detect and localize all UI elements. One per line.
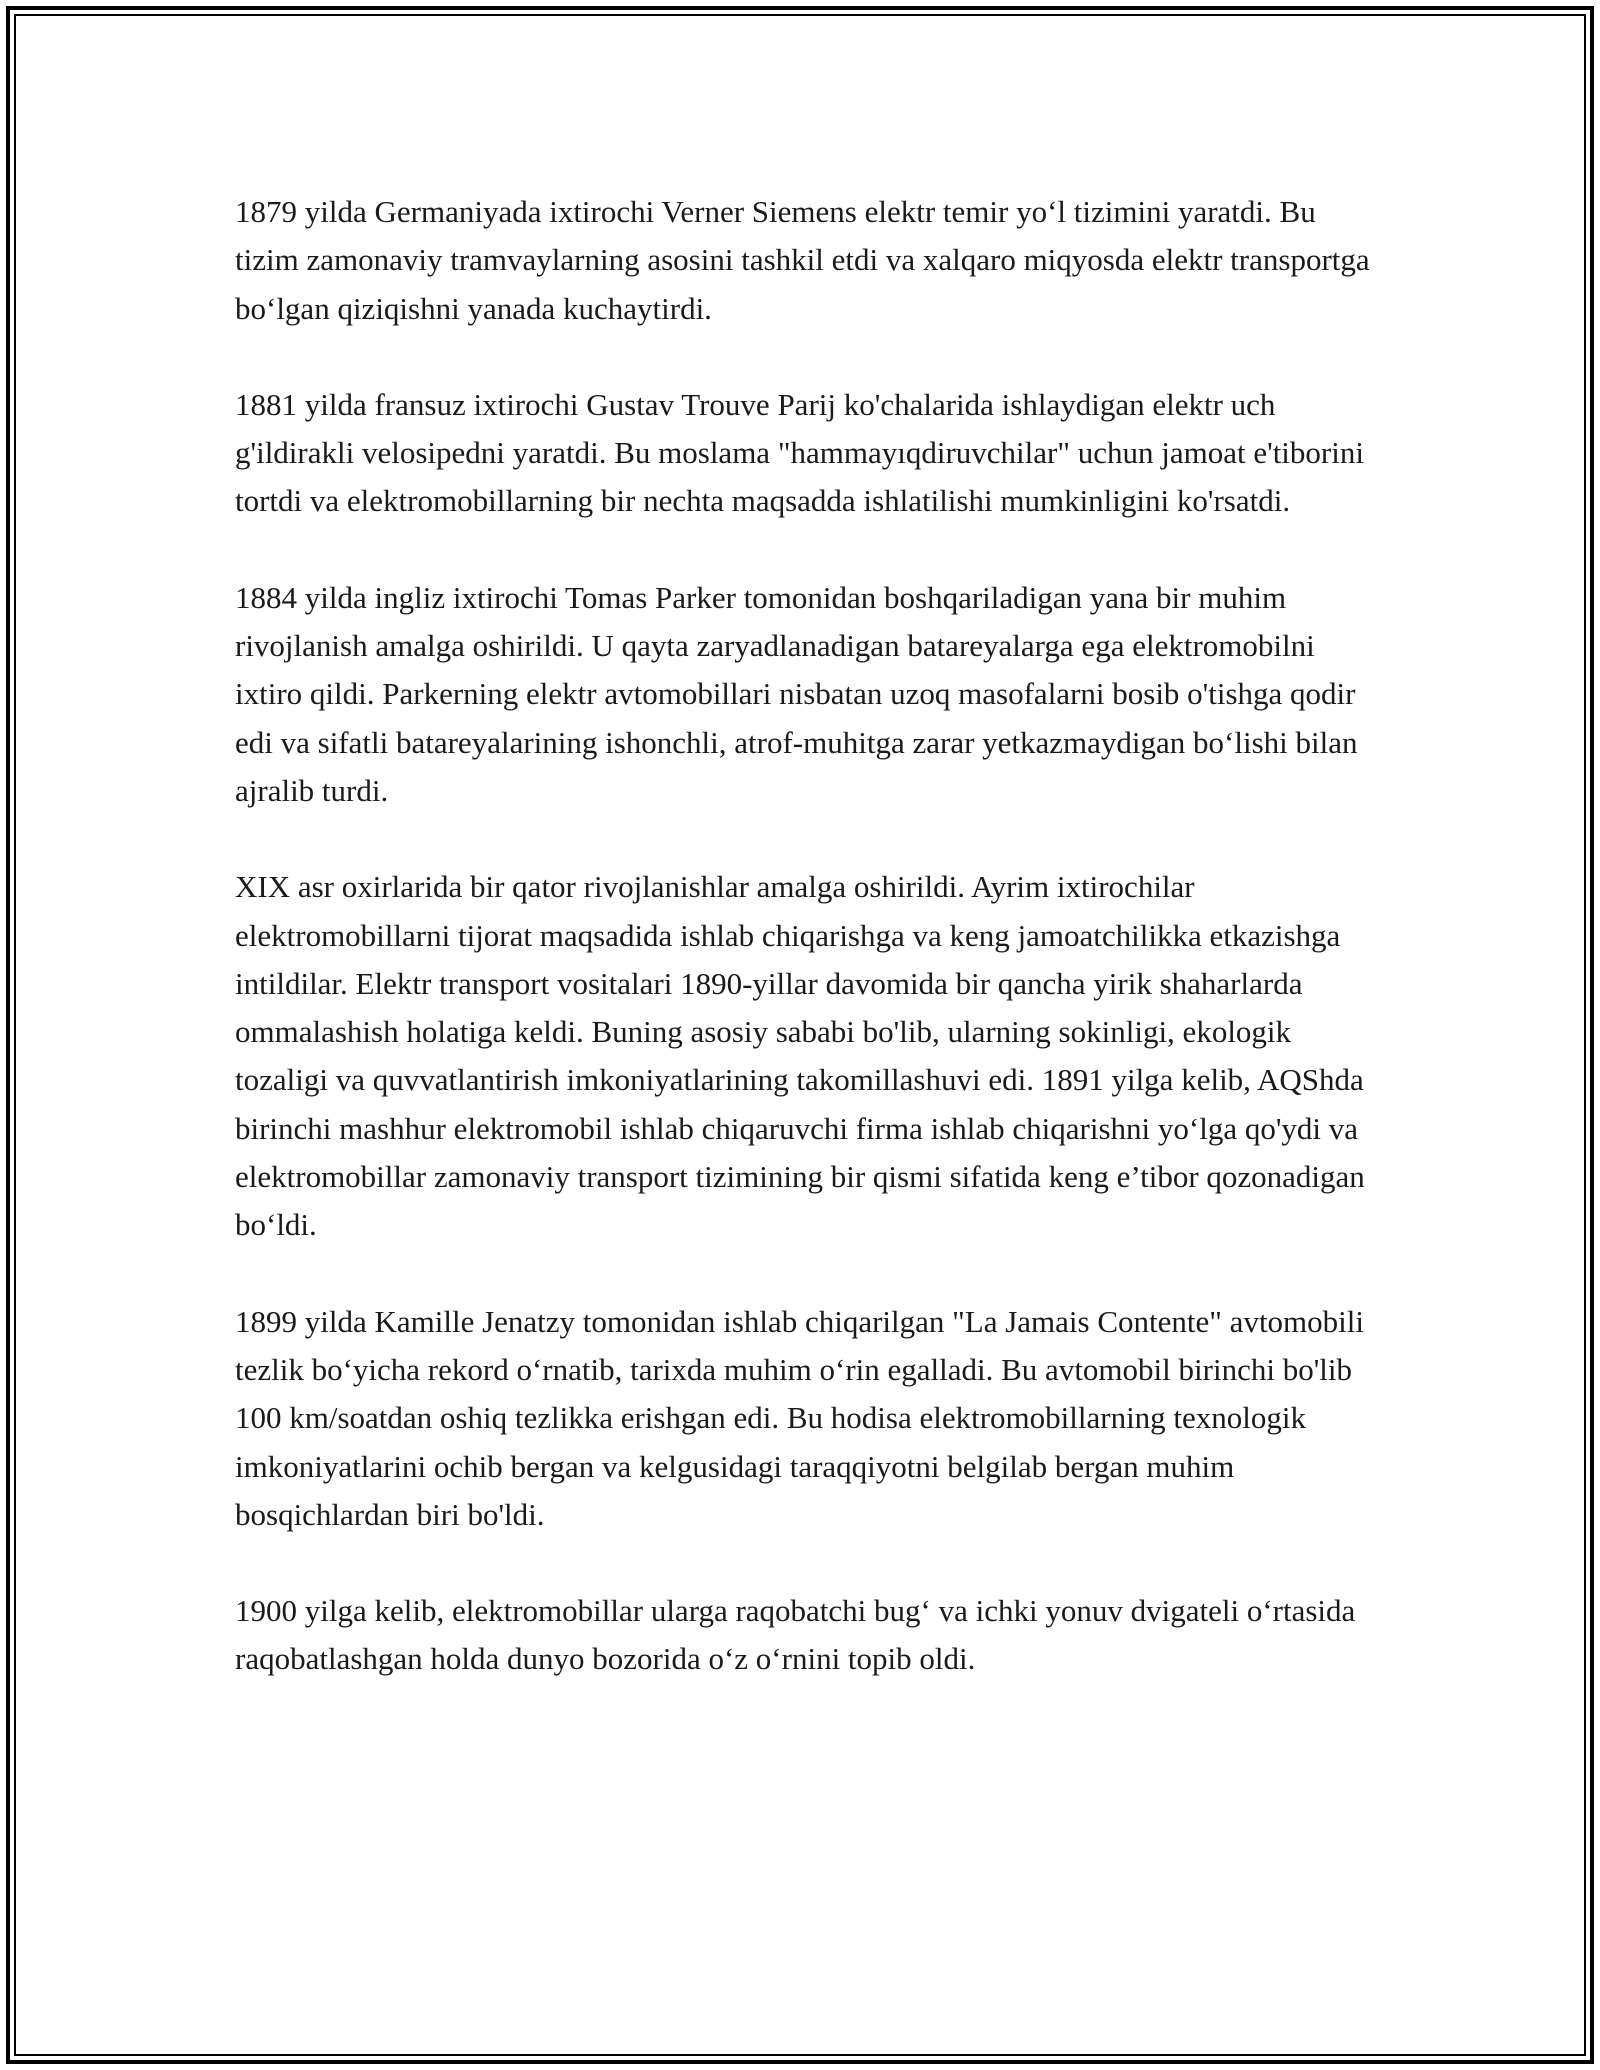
paragraph-1900: 1900 yilga kelib, elektromobillar ularga raqobatchi bug‘ va ichki yonuv dvigateli o‘rtasida raqobatlashgan holda dunyo bozorida o‘z o‘rnini topib oldi. — [235, 1593, 1356, 1677]
paragraph-1881-trouve: 1881 yilda fransuz ixtirochi Gustav Trouve Parij ko'chalarida ishlaydigan elektr uch g'ildirakli velosipedni yaratdi. Bu moslama "hammayıqdiruvchilar" uchun jamoat e'tiborini tortdi va elektromobillarning bir nechta maqsadda ishlatilishi mumkinligini ko'rsatdi. — [235, 386, 1364, 519]
paragraph-1879-siemens: 1879 yilda Germaniyada ixtirochi Verner Siemens elektr temir yo‘l tizimini yaratdi. Bu tizim zamonaviy tramvaylarning asosini tashkil etdi va xalqaro miqyosda elektr transportga bo‘lgan qiziqishni yanada kuchaytirdi. — [235, 194, 1370, 326]
document-body — [235, 188, 1375, 1684]
paragraph-1899-jenatzy: 1899 yilda Kamille Jenatzy tomonidan ishlab chiqarilgan "La Jamais Contente" avtomobili tezlik bo‘yicha rekord o‘rnatib, tarixda muhim o‘rin egalladi. Bu avtomobil birinchi bo'lib 100 km/soatdan oshiq tezlikka erishgan edi. Bu hodisa elektromobillarning texnologik imkoniyatlarini ochib bergan va kelgusidagi taraqqiyotni belgilab bergan muhim bosqichlardan biri bo'ldi. — [235, 1303, 1365, 1532]
paragraph-xix-century: XIX asr oxirlarida bir qator rivojlanishlar amalga oshirildi. Ayrim ixtirochilar elektromobillarni tijorat maqsadida ishlab chiqarishga va keng jamoatchilikka etkazishga intildilar. Elektr transport vositalari 1890-yillar davomida bir qancha yirik shaharlarda ommalashish holatiga keldi. Buning asosiy sababi bo'lib, ularning sokinligi, ekologik tozaligi va quvvatlantirish imkoniyatlarining takomillashuvi edi. 1891 yilga kelib, AQShda birinchi mashhur elektromobil ishlab chiqaruvchi firma ishlab chiqarishni yo‘lga qo'ydi va elektromobillar zamonaviy transport tizimining bir qismi sifatida keng e’tibor qozonadigan bo‘ldi. — [235, 869, 1365, 1243]
paragraph-1884-parker: 1884 yilda ingliz ixtirochi Tomas Parker tomonidan boshqariladigan yana bir muhim rivojlanish amalga oshirildi. U qayta zaryadlanadigan batareyalarga ega elektromobilni ixtiro qildi. Parkerning elektr avtomobillari nisbatan uzoq masofalarni bosib o'tishga qodir edi va sifatli batareyalarining ishonchli, atrof-muhitga zarar yetkazmaydigan bo‘lishi bilan ajralib turdi. — [235, 579, 1358, 808]
